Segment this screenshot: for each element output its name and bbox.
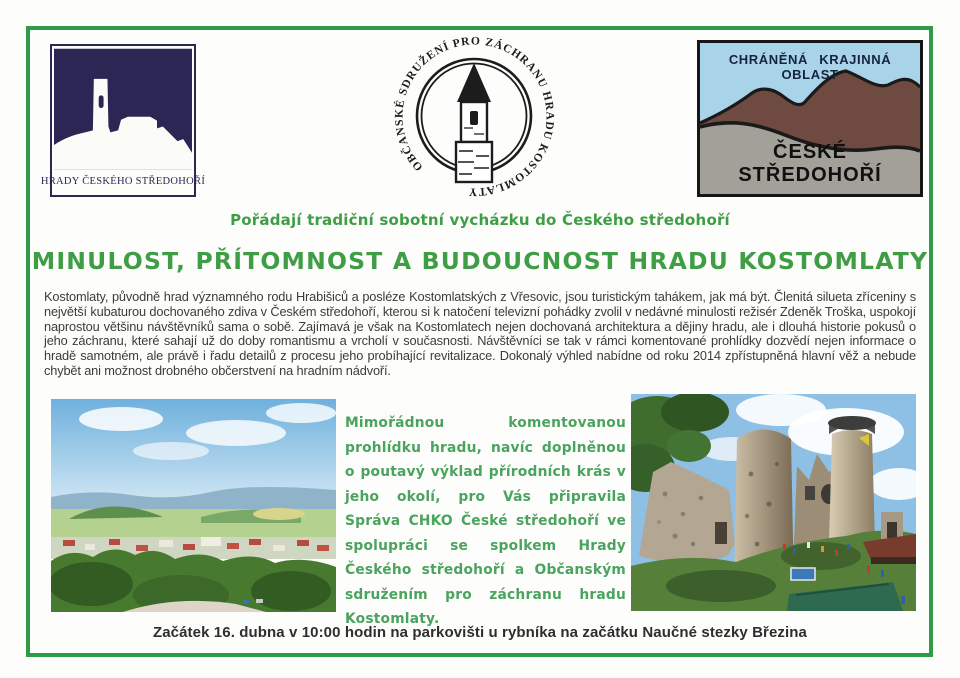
tour-note: Mimořádnou komentovanou prohlídku hradu, navíc doplněnou o poutavý výklad přírodních krás v jeho okolí, pro Vás připravila Správa CHKO České středohoří ve spolupráci se spolkem Hrady Českého středohoří a Občanským sdružením pro záchranu hradu Kostomlaty. (345, 415, 626, 627)
landscape-photo (51, 399, 336, 612)
second-tower (828, 416, 876, 544)
tagline: Pořádají tradiční sobotní vycházku do Českého středohoří (230, 211, 730, 229)
castle-ruins-photo (631, 394, 916, 611)
hrady-logo (40, 44, 206, 197)
castle-silhouette-icon (54, 48, 192, 170)
page-title: MINULOST, PŘÍTOMNOST A BUDOUCNOST HRADU KOSTOMLATY (31, 247, 929, 275)
chko-logo (697, 40, 923, 197)
seal-logo (386, 30, 562, 200)
hrady-logo-label: HRADY ČESKÉHO STŘEDOHOŘÍ (40, 176, 206, 187)
footer-note: Začátek 16. dubna v 10:00 hodin na parkovišti u rybníka na začátku Naučné stezky Březina (152, 624, 808, 641)
chko-top-label: CHRÁNĚNÁ KRAJINNÁ OBLAST (728, 52, 892, 82)
intro-paragraph: Kostomlaty, původně hrad významného rodu Hrabišiců a posléze Kostomlatských z Vřesovic, jsou turistickým tahákem, jak má být. Členitá silueta zříceniny s největší kubaturou dochovaného zdiva v Českém středohoří, kterou si k natočení televizní pohádky zvolil v nedávné minulosti režisér Zdeněk Troška, uspokojí naprostou většinu návštěvníků sama o sobě. Zajímavá je však na Kostomlatech nejen dochovaná architektura a dějiny hradu, ale i dlouhá historie pokusů o jeho záchranu, které sahají už do doby romantismu a vrcholí v současnosti. Návštěvníci se tak v rámci komentované prohlídky dozvědí nejen informace o hradě samotném, ale právě i řadu detailů z procesu jeho probíhající revitalizace. Dokonalý výhled nabídne od roku 2014 zpřístupněná hlavní věž a nebude chybět ani možnost drobného občerstvení na hradním nádvoří. (44, 289, 916, 378)
seal-tower-icon (456, 63, 492, 182)
seal-text: OBČANSKÉ SDRUŽENÍ PRO ZÁCHRANU HRADU KOSTOMLATY (393, 35, 556, 198)
chko-bottom-label: ČESKÉ STŘEDOHOŘÍ (738, 141, 882, 186)
